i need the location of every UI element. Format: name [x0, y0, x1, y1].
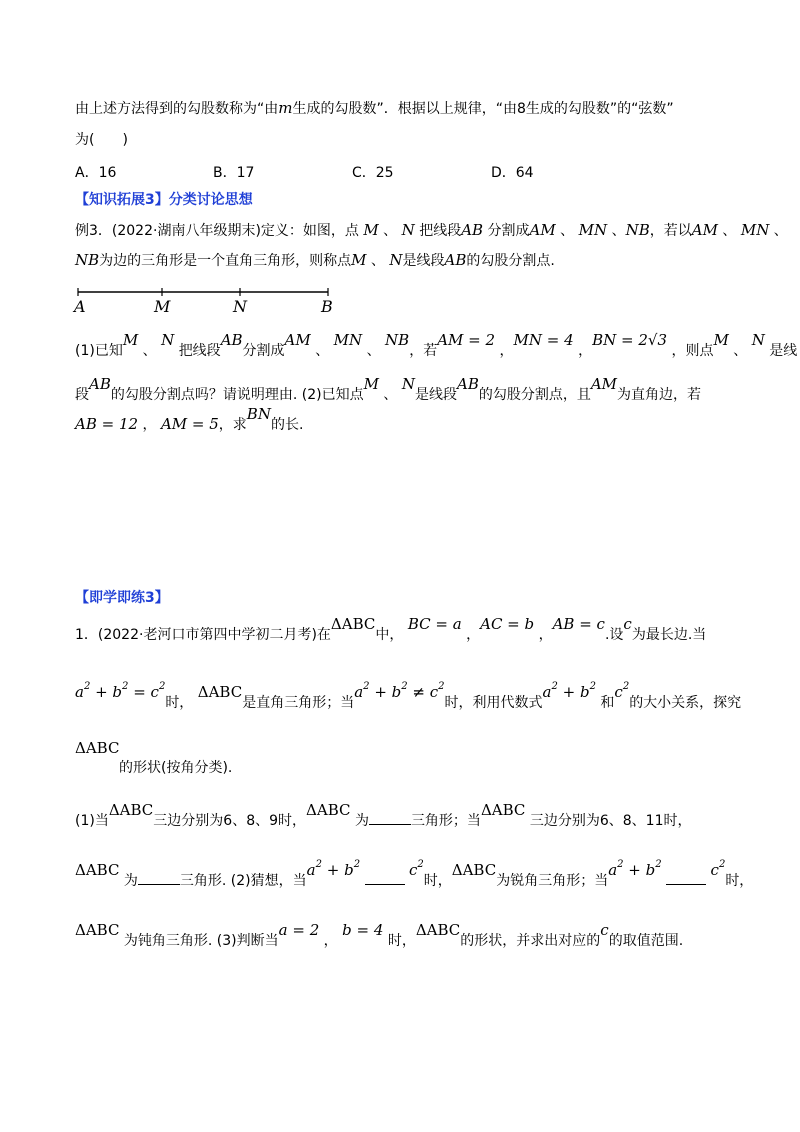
example3-q1-line2: 段AB的勾股分割点吗？请说明理由. (2)已知点M 、 N是线段AB的勾股分割点，且AM为直角边，若 — [75, 375, 702, 403]
math-value: c — [600, 921, 609, 939]
math: N — [401, 375, 415, 393]
math: M — [363, 221, 379, 239]
text: 是线 — [769, 343, 798, 359]
math: $c^2$ — [614, 681, 630, 701]
math: N — [751, 331, 765, 349]
text: .设 — [604, 627, 624, 643]
text: 的大小关系，探究 — [629, 695, 742, 711]
prev-question-line1 — [75, 98, 674, 119]
math-triangle: ΔABC — [415, 921, 461, 939]
text: ，求 — [218, 417, 247, 433]
text: 为直角边，若 — [617, 387, 702, 403]
text: 是直角三角形；当 — [242, 695, 355, 711]
math: AB — [89, 375, 111, 393]
math: AB — [461, 221, 484, 239]
option-b: B．17 — [213, 165, 255, 181]
math: $a^2 + b^2$ — [608, 859, 662, 879]
option-d: D．64 — [491, 165, 534, 181]
math-value: AC = b — [480, 615, 535, 633]
text: 把线段 — [178, 343, 221, 359]
label-b: B — [321, 297, 333, 316]
math: AB — [456, 375, 479, 393]
text: 三角形. (2)猜想，当 — [179, 873, 307, 889]
text: 时，利用代数式 — [444, 695, 543, 711]
text: 的勾股分割点. — [466, 253, 555, 269]
math: $a^2 + b^2$ — [306, 859, 361, 879]
answer-blank[interactable] — [666, 870, 706, 885]
text: (1)当 — [75, 813, 109, 829]
math-triangle: ΔABC — [306, 801, 351, 819]
text: 由上述方法得到的勾股数称为“由 — [75, 101, 279, 117]
text: 三边分别为6、8、11时， — [529, 813, 692, 829]
math: MN — [578, 221, 608, 239]
text: 三边分别为6、8、9时， — [153, 813, 307, 829]
math: AM — [529, 221, 556, 239]
math: MN — [333, 331, 363, 349]
example3-line1: 例3．(2022·湖南八年级期末)定义：如图，点 M 、 N 把线段AB 分割成AM 、 MN 、NB，若以AM 、 MN 、 — [75, 221, 788, 239]
math-value: b = 4 — [342, 921, 384, 939]
text: 中， — [375, 627, 404, 643]
prev-question-line2 — [75, 130, 128, 150]
text: 为 — [354, 813, 369, 829]
section-title-knowledge: 【知识拓展3】分类讨论思想 — [75, 192, 253, 208]
text: 时， — [387, 933, 416, 949]
math-triangle: ΔABC — [75, 861, 120, 879]
math-triangle: ΔABC — [480, 801, 526, 819]
math-value: MN = 4 — [513, 331, 574, 349]
text: 的勾股分割点吗？请说明理由. (2)已知点 — [110, 387, 364, 403]
exercise1-line5 — [75, 859, 754, 893]
math: M — [122, 331, 139, 349]
math-value: c — [623, 615, 632, 633]
text: 为( ) — [75, 132, 128, 148]
text: 生成的勾股数”．根据以上规律，“由8生成的勾股数”的“弦数” — [292, 101, 674, 117]
math: $c^2$ — [710, 859, 726, 879]
math: MN — [740, 221, 770, 239]
math-value: BN = 2√3 — [592, 331, 667, 349]
example3-q2-line: AB = 12 ， AM = 5，求BN的长. — [75, 405, 304, 433]
text: (1)已知 — [75, 343, 123, 359]
text: 为 — [123, 873, 138, 889]
label-n: N — [233, 297, 247, 316]
math: M — [351, 251, 367, 269]
math-value: a = 2 — [278, 921, 320, 939]
math: NB — [625, 221, 650, 239]
text: 把线段 — [419, 223, 462, 239]
math-triangle: ΔABC — [75, 921, 120, 939]
math: N — [401, 221, 415, 239]
option-c: C．25 — [352, 165, 394, 181]
text: 时， — [725, 873, 754, 889]
math-var: m — [278, 99, 293, 117]
math: AB — [220, 331, 243, 349]
math-triangle: ΔABC — [330, 615, 376, 633]
text: 是线段 — [414, 387, 457, 403]
text: ，若 — [409, 343, 438, 359]
math: AB — [444, 251, 467, 269]
text: 为边的三角形是一个直角三角形，则称点 — [99, 253, 352, 269]
math: NB — [75, 251, 100, 269]
text: 时， — [165, 695, 194, 711]
math-value: BC = a — [407, 615, 462, 633]
text: 的形状，并求出对应的 — [460, 933, 601, 949]
answer-blank[interactable] — [365, 870, 405, 885]
text: 例3．(2022·湖南八年级期末)定义：如图，点 — [75, 223, 359, 239]
math: N — [389, 251, 403, 269]
text: ，则点 — [671, 343, 714, 359]
math: M — [713, 331, 729, 349]
math: $c^2$ — [408, 859, 424, 879]
math-triangle: ΔABC — [75, 739, 120, 757]
exercise1-line4 — [75, 801, 692, 831]
label-m: M — [154, 297, 171, 316]
math-triangle: ΔABC — [197, 683, 243, 701]
math: $a^2 + b^2$ — [542, 681, 596, 701]
text: 1．(2022·老河口市第四中学初二月考)在 — [75, 627, 331, 643]
exercise1-line1: 1．(2022·老河口市第四中学初二月考)在ΔABC中， BC = a ，AC = b ，AB = c.设c为最长边.当 — [75, 615, 707, 643]
text: 分割成 — [487, 223, 530, 239]
label-a: A — [74, 297, 86, 316]
math: N — [161, 331, 175, 349]
math-value: AB = 12 — [75, 415, 139, 433]
math: AM — [284, 331, 311, 349]
math-value: AM = 2 — [437, 331, 496, 349]
math: M — [363, 375, 379, 393]
exercise1-line3 — [75, 739, 233, 778]
text: 是线段 — [402, 253, 445, 269]
example3-line2: NB为边的三角形是一个直角三角形，则称点M 、 N是线段AB的勾股分割点. — [75, 251, 555, 269]
text: 的取值范围. — [608, 933, 684, 949]
exercise1-line2 — [75, 681, 742, 715]
text: 段 — [75, 387, 89, 403]
math: BN — [246, 405, 271, 423]
answer-blank[interactable] — [138, 870, 180, 885]
math: AM — [691, 221, 718, 239]
text: 的长. — [270, 417, 304, 433]
text: 时， — [423, 873, 452, 889]
section-title-practice: 【即学即练3】 — [75, 590, 169, 606]
text: 分割成 — [242, 343, 285, 359]
math-value: AB = c — [552, 615, 605, 633]
math-triangle: ΔABC — [451, 861, 497, 879]
text: 和 — [600, 695, 615, 711]
math-value: AM = 5 — [160, 415, 219, 433]
math: NB — [385, 331, 410, 349]
text: ，若以 — [649, 223, 692, 239]
math: $a^2 + b^2 = c^2$ — [75, 681, 166, 701]
answer-blank[interactable] — [369, 810, 411, 825]
segment-figure — [72, 284, 342, 318]
option-a: A．16 — [75, 165, 117, 181]
exercise1-line6: ΔABC 为钝角三角形. (3)判断当a = 2 ， b = 4 时，ΔABC的形状，并求出对应的c的取值范围. — [75, 921, 684, 949]
text: 三角形；当 — [410, 813, 481, 829]
text: 为最长边.当 — [631, 627, 707, 643]
math-triangle: ΔABC — [108, 801, 154, 819]
text: 为锐角三角形；当 — [496, 873, 609, 889]
math: $a^2 + b^2 \ne c^2$ — [354, 681, 445, 701]
text: 的勾股分割点，且 — [478, 387, 591, 403]
text: 为钝角三角形. (3)判断当 — [123, 933, 279, 949]
text: 的形状(按角分类). — [119, 760, 233, 776]
example3-q1-line1: (1)已知M 、 N 把线段AB分割成AM 、 MN 、 NB，若AM = 2 ，MN = 4 ，BN = 2√3 ，则点M 、 N 是线 — [75, 331, 798, 359]
math: AM — [590, 375, 618, 393]
